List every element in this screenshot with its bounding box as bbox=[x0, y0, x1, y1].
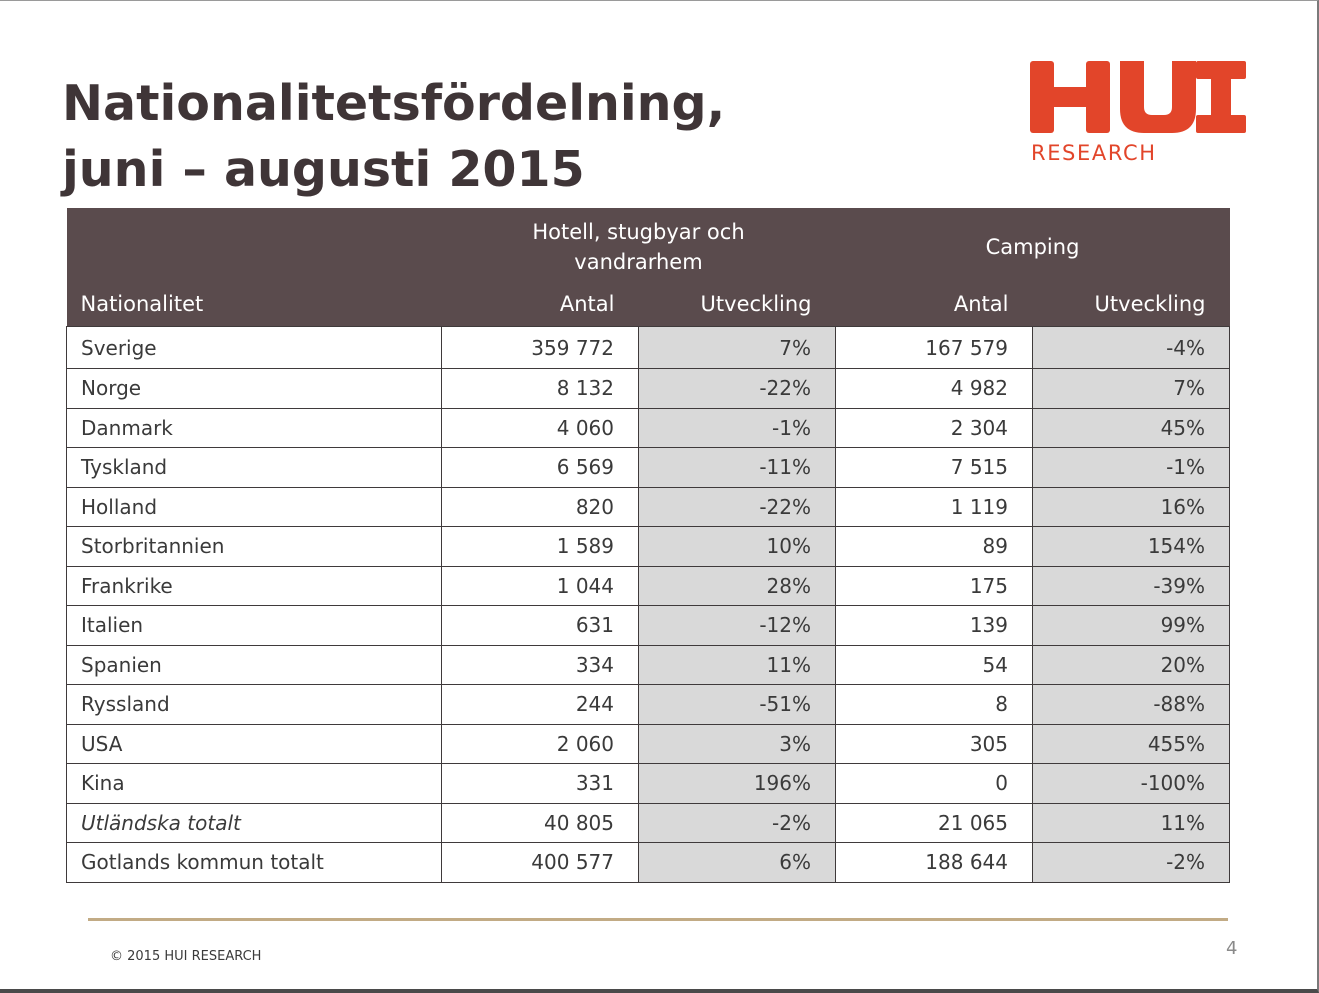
table-row bbox=[67, 448, 1230, 488]
cell-camping-antal: 305 bbox=[836, 724, 1033, 764]
group-header-row bbox=[67, 208, 1230, 286]
table-row bbox=[67, 369, 1230, 409]
table-row bbox=[67, 724, 1230, 764]
cell-hotel-utveckling: 28% bbox=[639, 566, 836, 606]
nationality-table bbox=[66, 208, 1230, 883]
cell-hotel-antal: 244 bbox=[442, 685, 639, 725]
table-row bbox=[67, 843, 1230, 883]
cell-hotel-antal: 8 132 bbox=[442, 369, 639, 409]
cell-nationality: Storbritannien bbox=[67, 527, 442, 567]
cell-nationality: Italien bbox=[67, 606, 442, 646]
cell-camping-utveckling: 20% bbox=[1033, 645, 1230, 685]
cell-nationality: Utländska totalt bbox=[67, 803, 442, 843]
cell-camping-antal: 54 bbox=[836, 645, 1033, 685]
cell-nationality: Spanien bbox=[67, 645, 442, 685]
cell-hotel-utveckling: 11% bbox=[639, 645, 836, 685]
cell-camping-utveckling: 45% bbox=[1033, 408, 1230, 448]
cell-camping-utveckling: 99% bbox=[1033, 606, 1230, 646]
cell-hotel-antal: 820 bbox=[442, 487, 639, 527]
table-row bbox=[67, 566, 1230, 606]
cell-hotel-antal: 1 589 bbox=[442, 527, 639, 567]
column-header-camping-utveckling: Utveckling bbox=[1033, 286, 1230, 327]
table-row bbox=[67, 645, 1230, 685]
cell-hotel-utveckling: 7% bbox=[639, 327, 836, 369]
cell-camping-utveckling: 11% bbox=[1033, 803, 1230, 843]
cell-hotel-utveckling: -1% bbox=[639, 408, 836, 448]
cell-nationality: USA bbox=[67, 724, 442, 764]
cell-hotel-antal: 4 060 bbox=[442, 408, 639, 448]
cell-hotel-antal: 334 bbox=[442, 645, 639, 685]
cell-hotel-utveckling: 6% bbox=[639, 843, 836, 883]
table-row bbox=[67, 408, 1230, 448]
cell-camping-antal: 8 bbox=[836, 685, 1033, 725]
cell-hotel-antal: 631 bbox=[442, 606, 639, 646]
cell-nationality: Danmark bbox=[67, 408, 442, 448]
cell-camping-utveckling: -2% bbox=[1033, 843, 1230, 883]
cell-camping-antal: 4 982 bbox=[836, 369, 1033, 409]
footer-divider bbox=[88, 918, 1228, 921]
column-header-nationality: Nationalitet bbox=[67, 286, 442, 327]
table-row bbox=[67, 764, 1230, 804]
cell-camping-antal: 1 119 bbox=[836, 487, 1033, 527]
table-body bbox=[67, 327, 1230, 883]
cell-hotel-utveckling: -12% bbox=[639, 606, 836, 646]
cell-camping-utveckling: -1% bbox=[1033, 448, 1230, 488]
hui-logo-mark bbox=[1028, 59, 1248, 139]
cell-hotel-antal: 2 060 bbox=[442, 724, 639, 764]
group-header-hotel: Hotell, stugbyar och vandrarhem bbox=[442, 208, 836, 286]
cell-hotel-antal: 1 044 bbox=[442, 566, 639, 606]
table-row bbox=[67, 685, 1230, 725]
cell-hotel-utveckling: -22% bbox=[639, 369, 836, 409]
logo-research-text: RESEARCH bbox=[1031, 141, 1157, 165]
table-row bbox=[67, 527, 1230, 567]
table-row bbox=[67, 606, 1230, 646]
cell-camping-utveckling: -4% bbox=[1033, 327, 1230, 369]
group-header-camping: Camping bbox=[836, 208, 1230, 286]
cell-nationality: Gotlands kommun totalt bbox=[67, 843, 442, 883]
cell-hotel-antal: 40 805 bbox=[442, 803, 639, 843]
cell-hotel-antal: 6 569 bbox=[442, 448, 639, 488]
group-header-empty bbox=[67, 208, 442, 286]
cell-nationality: Holland bbox=[67, 487, 442, 527]
cell-camping-utveckling: -39% bbox=[1033, 566, 1230, 606]
title-line-1: Nationalitetsfördelning, bbox=[62, 75, 726, 132]
cell-nationality: Sverige bbox=[67, 327, 442, 369]
column-header-row bbox=[67, 286, 1230, 327]
cell-hotel-antal: 331 bbox=[442, 764, 639, 804]
cell-camping-antal: 188 644 bbox=[836, 843, 1033, 883]
cell-camping-antal: 0 bbox=[836, 764, 1033, 804]
cell-nationality: Frankrike bbox=[67, 566, 442, 606]
cell-camping-antal: 7 515 bbox=[836, 448, 1033, 488]
title-line-2: juni – augusti 2015 bbox=[62, 141, 585, 198]
column-header-hotel-antal: Antal bbox=[442, 286, 639, 327]
table-row bbox=[67, 803, 1230, 843]
cell-hotel-antal: 400 577 bbox=[442, 843, 639, 883]
cell-nationality: Ryssland bbox=[67, 685, 442, 725]
cell-camping-antal: 21 065 bbox=[836, 803, 1033, 843]
cell-hotel-utveckling: -22% bbox=[639, 487, 836, 527]
cell-hotel-antal: 359 772 bbox=[442, 327, 639, 369]
column-header-hotel-utveckling: Utveckling bbox=[639, 286, 836, 327]
cell-camping-utveckling: 154% bbox=[1033, 527, 1230, 567]
cell-camping-utveckling: 455% bbox=[1033, 724, 1230, 764]
cell-camping-utveckling: 16% bbox=[1033, 487, 1230, 527]
cell-camping-antal: 139 bbox=[836, 606, 1033, 646]
cell-camping-utveckling: -100% bbox=[1033, 764, 1230, 804]
cell-hotel-utveckling: -51% bbox=[639, 685, 836, 725]
cell-camping-antal: 89 bbox=[836, 527, 1033, 567]
page-title bbox=[62, 71, 725, 203]
cell-hotel-utveckling: 10% bbox=[639, 527, 836, 567]
cell-camping-utveckling: -88% bbox=[1033, 685, 1230, 725]
cell-camping-antal: 2 304 bbox=[836, 408, 1033, 448]
cell-camping-antal: 175 bbox=[836, 566, 1033, 606]
cell-camping-antal: 167 579 bbox=[836, 327, 1033, 369]
table-row bbox=[67, 327, 1230, 369]
column-header-camping-antal: Antal bbox=[836, 286, 1033, 327]
page-number: 4 bbox=[1226, 938, 1238, 959]
cell-nationality: Tyskland bbox=[67, 448, 442, 488]
cell-nationality: Norge bbox=[67, 369, 442, 409]
cell-hotel-utveckling: -11% bbox=[639, 448, 836, 488]
cell-hotel-utveckling: 196% bbox=[639, 764, 836, 804]
table-row bbox=[67, 487, 1230, 527]
cell-hotel-utveckling: 3% bbox=[639, 724, 836, 764]
cell-hotel-utveckling: -2% bbox=[639, 803, 836, 843]
cell-nationality: Kina bbox=[67, 764, 442, 804]
cell-camping-utveckling: 7% bbox=[1033, 369, 1230, 409]
copyright-text: © 2015 HUI RESEARCH bbox=[110, 949, 262, 964]
